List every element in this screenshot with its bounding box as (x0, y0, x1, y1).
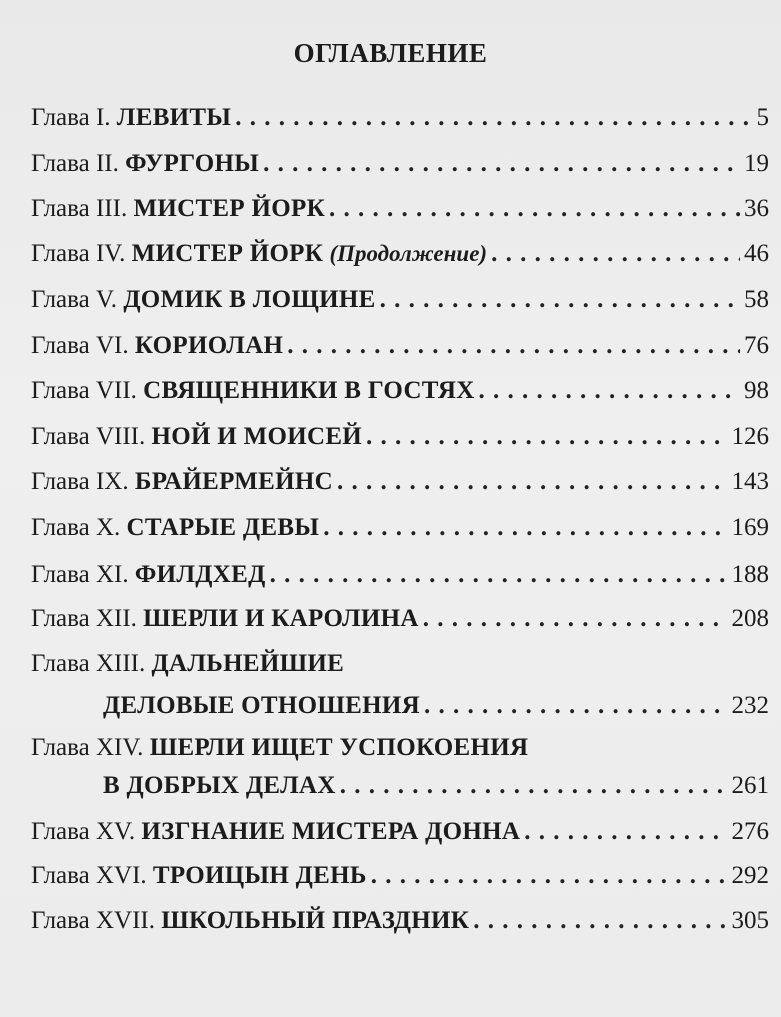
chapter-number: Глава XI. (31, 561, 129, 588)
chapter-number: Глава V. (31, 286, 118, 313)
chapter-number: Глава II. (31, 150, 119, 177)
chapter-title: ДАЛЬНЕЙШИЕ (151, 650, 345, 677)
page-number: 76 (744, 332, 769, 359)
toc-entry (31, 512, 769, 544)
dot-leader (323, 512, 727, 544)
toc-entry (31, 860, 769, 892)
chapter-number: Глава X. (31, 514, 121, 541)
page-number: 208 (731, 605, 769, 632)
dot-leader (337, 466, 728, 498)
page-number: 58 (744, 286, 769, 313)
chapter-title: КОРИОЛАН (134, 332, 284, 359)
page-number: 5 (756, 104, 769, 131)
dot-leader (371, 860, 728, 892)
chapter-title-continued: ДЕЛОВЫЕ ОТНОШЕНИЯ (103, 692, 420, 719)
chapter-number: Глава VI. (31, 332, 129, 359)
chapter-number: Глава XV. (31, 818, 136, 845)
dot-leader (473, 905, 727, 937)
dot-leader (340, 770, 728, 802)
toc-entry (31, 284, 769, 316)
page-number: 36 (744, 195, 769, 222)
toc-entry (31, 421, 769, 453)
page-number: 46 (744, 240, 769, 267)
page-number: 98 (744, 377, 769, 404)
dot-leader (366, 421, 727, 453)
dot-leader (423, 603, 728, 635)
chapter-title: ФУРГОНЫ (125, 150, 260, 177)
chapter-title: СВЯЩЕННИКИ В ГОСТЯХ (143, 377, 475, 404)
chapter-title: БРАЙЕРМЕЙНС (134, 468, 333, 495)
page-number: 261 (731, 772, 769, 799)
chapter-title: МИСТЕР ЙОРК (131, 240, 324, 267)
toc-heading: ОГЛАВЛЕНИЕ (293, 38, 488, 68)
page-number: 232 (731, 692, 769, 719)
dot-leader (235, 102, 752, 134)
toc-entry (31, 905, 769, 937)
chapter-number: Глава XIII. (31, 650, 146, 677)
dot-leader (270, 559, 728, 591)
chapter-note: (Продолжение) (329, 241, 488, 266)
chapter-title: ШЕРЛИ ИЩЕТ УСПОКОЕНИЯ (149, 734, 529, 761)
page-number: 169 (731, 514, 769, 541)
chapter-title-continued: В ДОБРЫХ ДЕЛАХ (103, 772, 336, 799)
dot-leader (287, 330, 740, 362)
chapter-title: ДОМИК В ЛОЩИНЕ (123, 286, 376, 313)
toc-entry (31, 732, 769, 802)
chapter-number: Глава XIV. (31, 734, 144, 761)
chapter-title: ЛЕВИТЫ (116, 104, 232, 131)
chapter-number: Глава IX. (31, 468, 129, 495)
chapter-title: СТАРЫЕ ДЕВЫ (126, 514, 320, 541)
toc-entry (31, 330, 769, 362)
toc-entry (31, 816, 769, 848)
toc-entry (31, 375, 769, 407)
dot-leader (524, 816, 727, 848)
chapter-title: ШЕРЛИ И КАРОЛИНА (143, 605, 419, 632)
chapter-number: Глава VII. (31, 377, 137, 404)
chapter-title: МИСТЕР ЙОРК (133, 195, 326, 222)
dot-leader (424, 690, 728, 722)
toc-entry (31, 603, 769, 635)
chapter-number: Глава III. (31, 195, 128, 222)
page-number: 292 (731, 862, 769, 889)
page-number: 305 (731, 907, 769, 934)
chapter-title: НОЙ И МОИСЕЙ (151, 423, 363, 450)
chapter-title: ИЗГНАНИЕ МИСТЕРА ДОННА (141, 818, 521, 845)
chapter-number: Глава IV. (31, 240, 126, 267)
toc-entry (31, 193, 769, 225)
page-number: 19 (744, 150, 769, 177)
toc-entry (31, 559, 769, 591)
toc-entry (31, 102, 769, 134)
dot-leader (380, 284, 740, 316)
chapter-title: ШКОЛЬНЫЙ ПРАЗДНИК (161, 907, 470, 934)
page-number: 143 (731, 468, 769, 495)
page-number: 188 (731, 561, 769, 588)
toc-entry (31, 466, 769, 498)
page-number: 126 (731, 423, 769, 450)
dot-leader (491, 238, 740, 270)
chapter-number: Глава XVII. (31, 907, 155, 934)
chapter-title: ФИЛДХЕД (134, 561, 266, 588)
chapter-number: Глава XVI. (31, 862, 147, 889)
dot-leader (479, 375, 740, 407)
toc-entry (31, 148, 769, 180)
chapter-number: Глава VIII. (31, 423, 146, 450)
dot-leader (329, 193, 740, 225)
page-number: 276 (731, 818, 769, 845)
toc-entry (31, 648, 769, 722)
toc-entry (31, 238, 769, 270)
chapter-number: Глава XII. (31, 605, 137, 632)
dot-leader (263, 148, 740, 180)
chapter-title: ТРОИЦЫН ДЕНЬ (152, 862, 367, 889)
chapter-number: Глава I. (31, 104, 111, 131)
